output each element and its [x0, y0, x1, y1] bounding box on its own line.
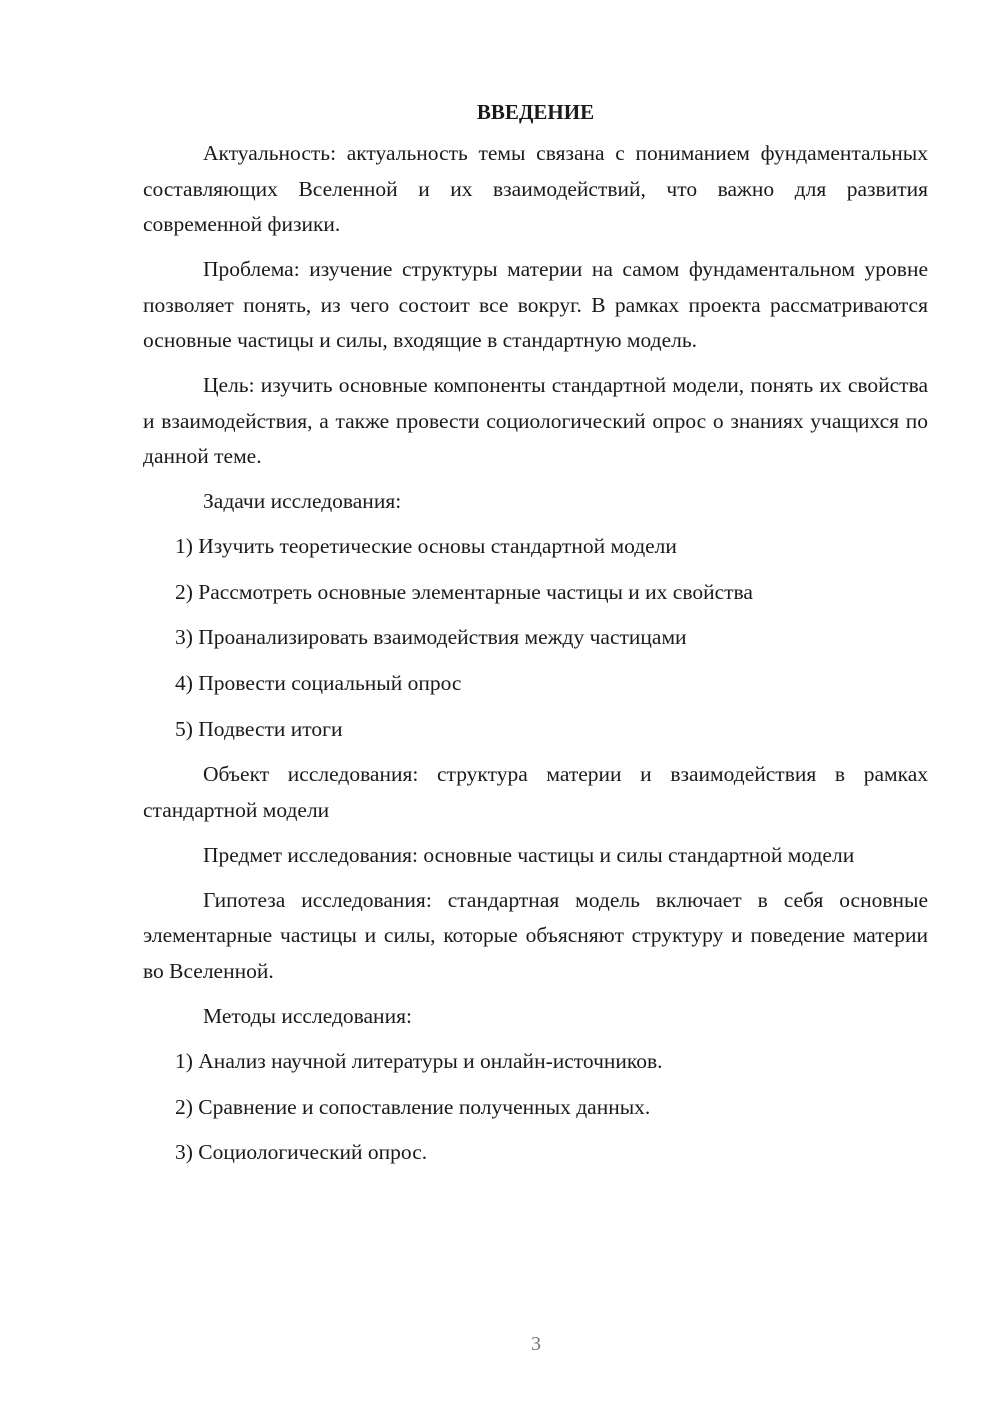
- method-item: 1) Анализ научной литературы и онлайн-источников.: [175, 1048, 663, 1073]
- document-page: [143, 94, 928, 1181]
- tasks-list: [143, 529, 928, 747]
- method-item: 2) Сравнение и сопоставление полученных данных.: [175, 1094, 651, 1119]
- tasks-heading: Задачи исследования:: [203, 489, 402, 513]
- methods-heading: Методы исследования:: [203, 1003, 412, 1028]
- task-item: 4) Провести социальный опрос: [175, 671, 462, 696]
- task-item: 2) Рассмотреть основные элементарные частицы и их свойства: [175, 579, 753, 604]
- object-paragraph: Объект исследования: структура материи и взаимодействия в рамках стандартной модели: [143, 762, 928, 822]
- page-number: 3: [531, 1333, 541, 1355]
- task-item: 5) Подвести итоги: [175, 716, 343, 741]
- task-item: 3) Проанализировать взаимодействия между частицами: [175, 625, 687, 650]
- methods-list: [143, 1044, 928, 1171]
- relevance-paragraph: Актуальность: актуальность темы связана с пониманием фундаментальных составляющих Вселенной и их взаимодействий, что важно для развития современной физики.: [143, 141, 928, 236]
- method-item: 3) Социологический опрос.: [175, 1140, 428, 1165]
- hypothesis-paragraph: Гипотеза исследования: стандартная модель включает в себя основные элементарные частицы и силы, которые объясняют структуру и поведение материи во Вселенной.: [143, 887, 928, 983]
- page-title: ВВЕДЕНИЕ: [476, 100, 595, 124]
- subject-paragraph: Предмет исследования: основные частицы и силы стандартной модели: [203, 842, 855, 867]
- task-item: 1) Изучить теоретические основы стандартной модели: [175, 534, 677, 558]
- goal-paragraph: Цель: изучить основные компоненты стандартной модели, понять их свойства и взаимодействия, а также провести социологический опрос о знаниях учащихся по данной теме.: [143, 373, 928, 468]
- problem-paragraph: Проблема: изучение структуры материи на самом фундаментальном уровне позволяет понять, из чего состоит все вокруг. В рамках проекта рассматриваются основные частицы и силы, входящие в стандартную модель.: [143, 257, 928, 352]
